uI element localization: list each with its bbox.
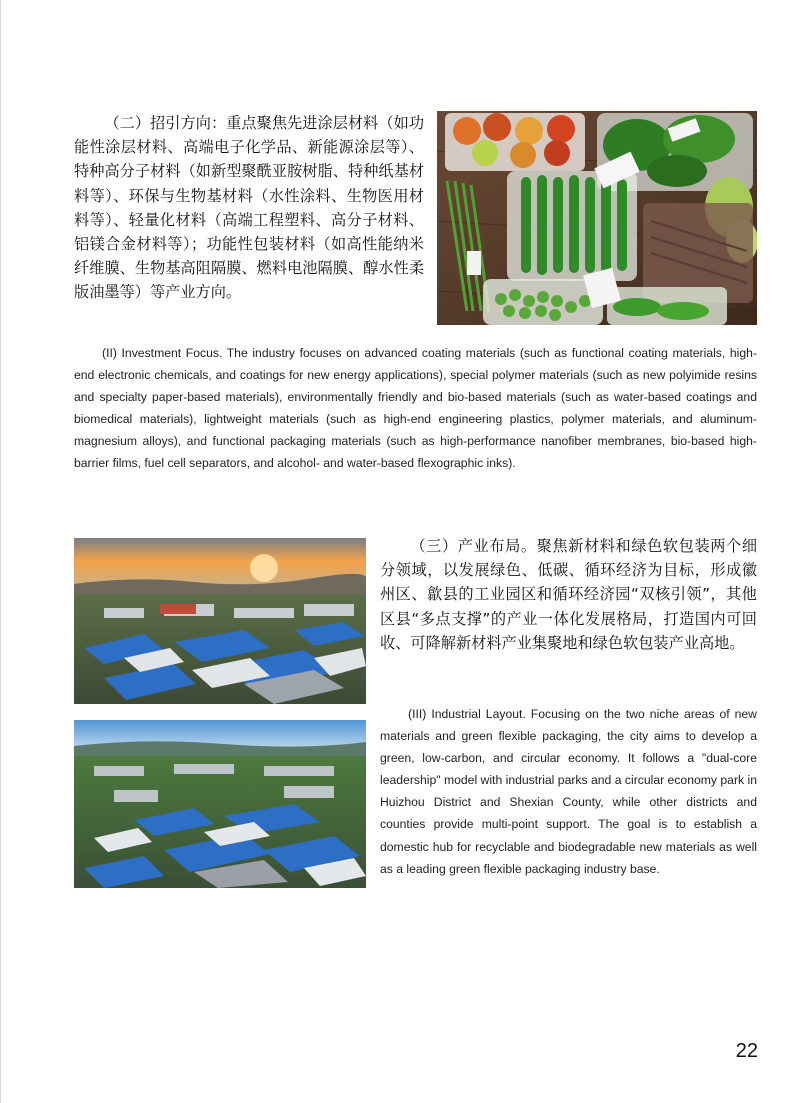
section3-chinese-paragraph: （三）产业布局。聚焦新材料和绿色软包装两个细分领域，以发展绿色、低碳、循环经济为目标，形成徽州区、歙县的工业园区和循环经济园“双核引领”，其他区县“多点支撑”的产业一体化发展格局，打造国内可回收、可降解新材料产业集聚地和绿色软包装产业高地。 — [380, 537, 757, 652]
section2-chinese-paragraph: （二）招引方向：重点聚焦先进涂层材料（如功能性涂层材料、高端电子化学品、新能源涂层等）、特种高分子材料（如新型聚酰亚胺树脂、特种纸基材料等）、环保与生物基材料（水性涂料、生物医用材料等）、轻量化材料（高端工程塑料、高分子材料、铝镁合金材料等）；功能性包装材料（如高性能纳米纤维膜、生物基高阻隔膜、燃料电池隔膜、醇水性柔版油墨等）等产业方向。 — [74, 114, 424, 302]
section3-english-paragraph: (III) Industrial Layout. Focusing on the two niche areas of new materials and green flexible packaging, the city aims to develop a green, low-carbon, and circular economy. It follows a "dual-core leadership" model with industrial parks and a circular economy park in Huizhou District and Shexian County, while other districts and counties provide multi-point support. The goal is to establish a domestic hub for recyclable and biodegradable new materials as well as a leading green flexible packaging industry base. — [380, 707, 757, 876]
page-edge — [0, 0, 1, 1103]
page-number: 22 — [735, 1040, 758, 1062]
section2-english-paragraph: (II) Investment Focus. The industry focuses on advanced coating materials (such as functional coating materials, high-end electronic chemicals, and coatings for new energy applications), special polymer materials (such as new polyimide resins and specialty paper-based materials), environmentally friendly and bio-based materials (such as water-based coatings and biomedical materials), lightweight materials (such as high-end engineering plastics, polymer materials, and aluminum-magnesium alloys), and functional packaging materials (such as high-performance nanofiber membranes, bio-based high-barrier films, fuel cell separators, and alcohol- and water-based flexographic inks). — [74, 346, 757, 471]
packaged-vegetables-photo — [437, 111, 757, 325]
industrial-park-sunset-aerial-photo — [74, 538, 366, 704]
industrial-park-daytime-aerial-photo — [74, 720, 366, 888]
